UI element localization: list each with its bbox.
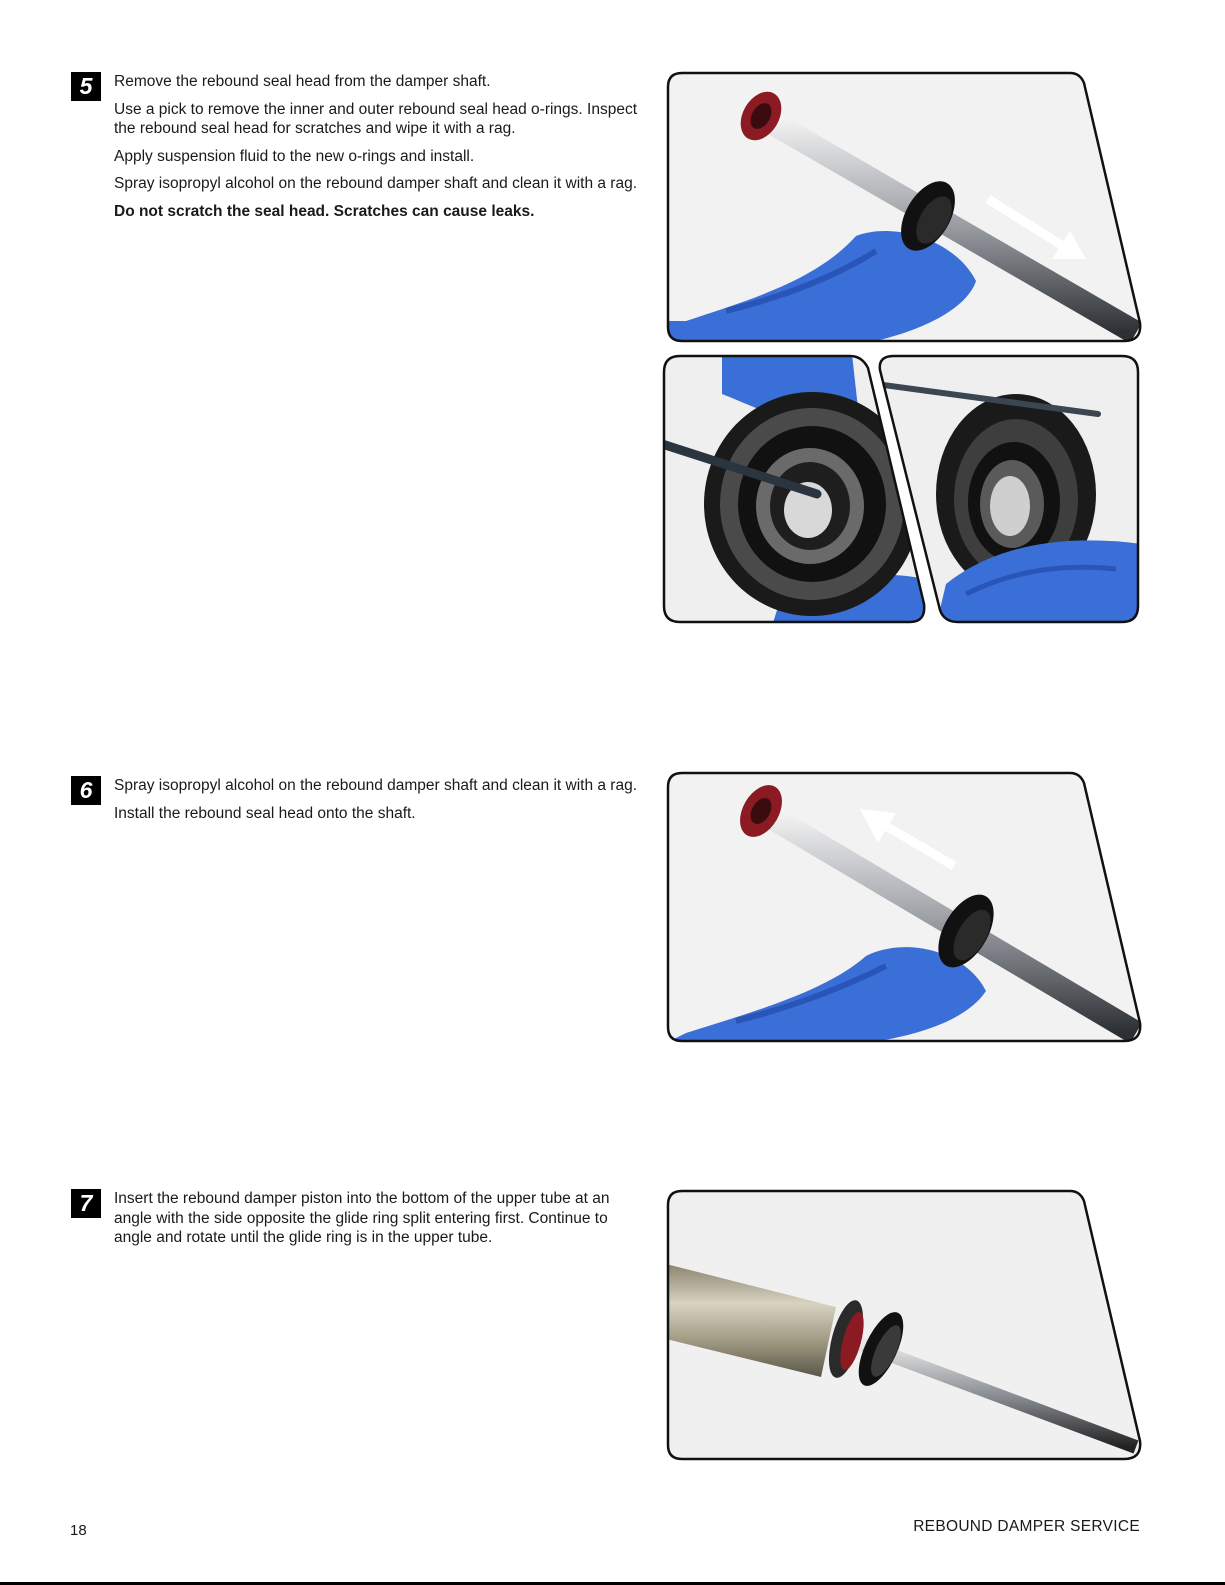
step-5-instructions: [114, 72, 644, 229]
warning-text: Do not scratch the seal head. Scratches can cause leaks.: [114, 202, 535, 220]
section-title: REBOUND DAMPER SERVICE: [913, 1518, 1140, 1535]
photo-remove-outer-oring: [876, 354, 1142, 626]
step-number-badge: 7: [71, 1189, 101, 1218]
photo-install-seal-head: [666, 771, 1142, 1043]
instruction-text: Insert the rebound damper piston into the bottom of the upper tube at an angle with the side opposite the glide ring split entering first. Continue to angle and rotate until the glide ring is in the upper tube.: [114, 1190, 610, 1246]
step-7-instructions: [114, 1189, 644, 1256]
step-number-badge: 6: [71, 776, 101, 805]
step-6-instructions: [114, 776, 644, 831]
instruction-text: Use a pick to remove the inner and outer rebound seal head o-rings. Inspect the rebound seal head for scratches and wipe it with a rag.: [114, 100, 638, 137]
photo-remove-seal-head: [666, 71, 1142, 343]
page-number: 18: [70, 1522, 87, 1539]
photo-insert-piston: [666, 1189, 1142, 1461]
instruction-text: Remove the rebound seal head from the damper shaft.: [114, 73, 491, 90]
instruction-text: Spray isopropyl alcohol on the rebound damper shaft and clean it with a rag.: [114, 777, 638, 794]
step-number-badge: 5: [71, 72, 101, 101]
instruction-text: Install the rebound seal head onto the shaft.: [114, 804, 416, 822]
instruction-text: Spray isopropyl alcohol on the rebound damper shaft and clean it with a rag.: [114, 175, 638, 192]
instruction-text: Apply suspension fluid to the new o-rings and install.: [114, 147, 475, 165]
